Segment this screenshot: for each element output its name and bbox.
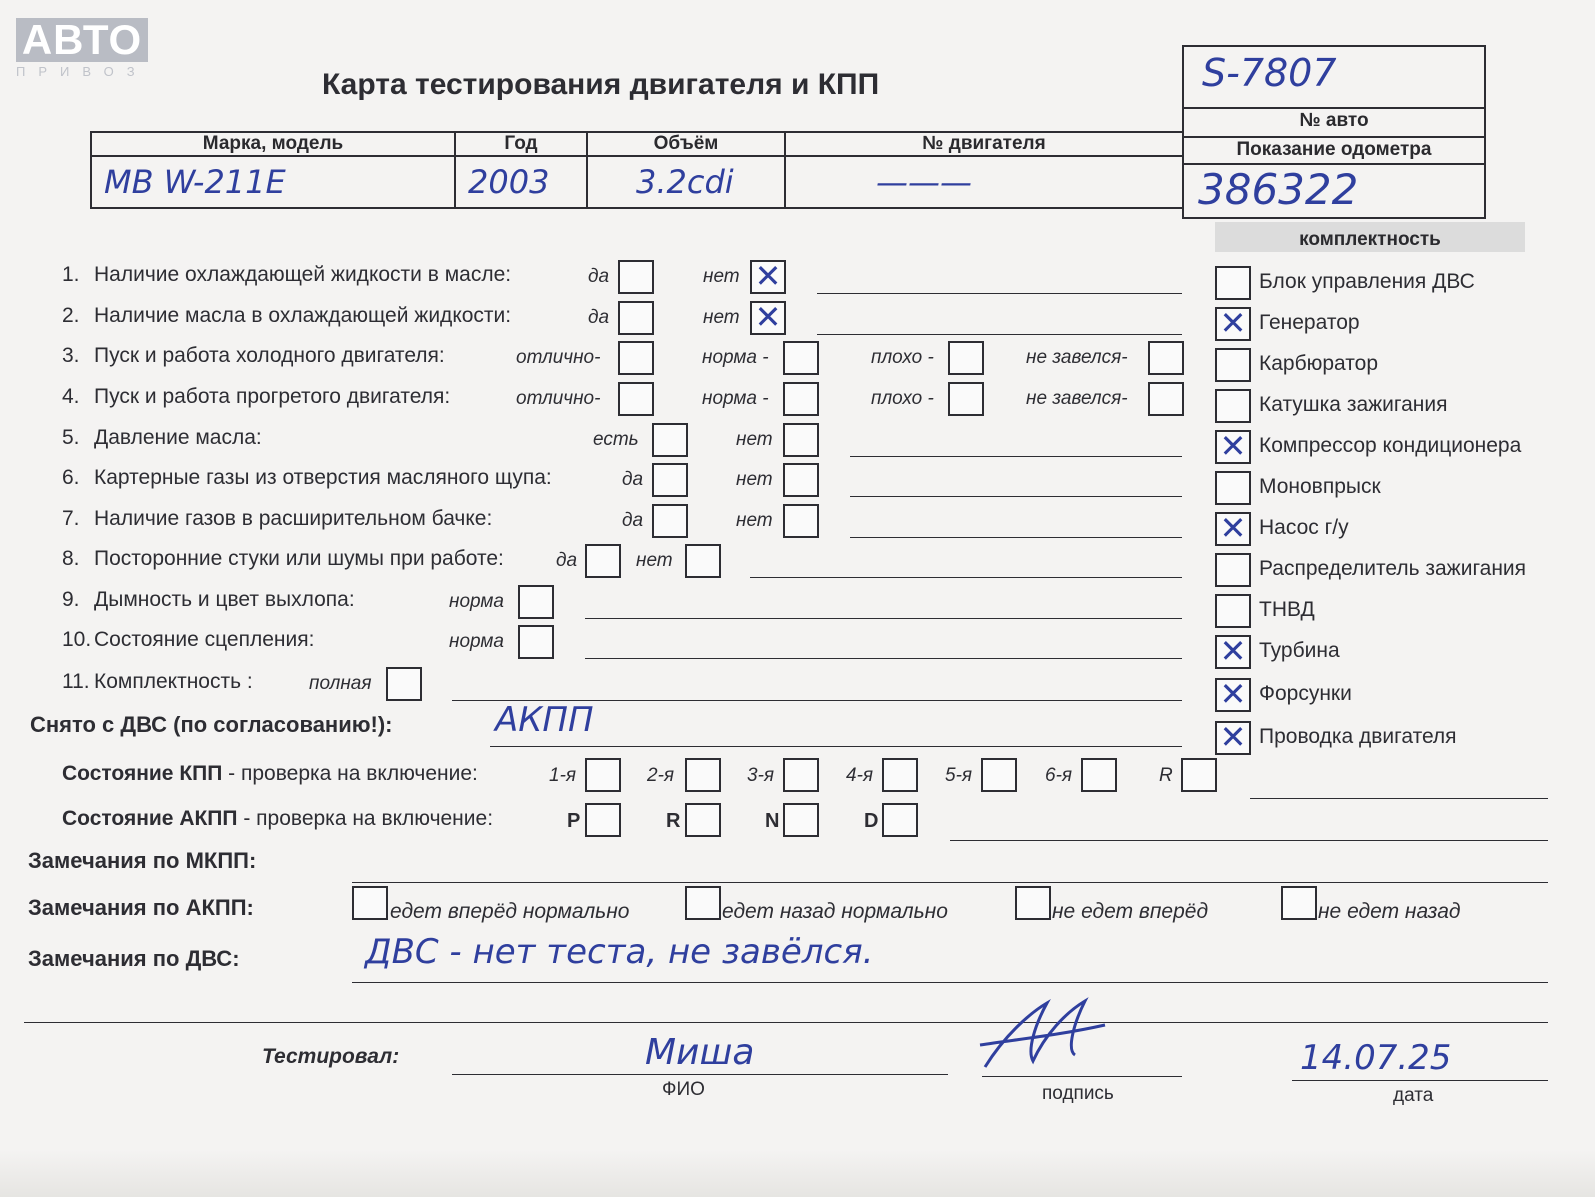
option-checkbox[interactable] <box>1148 382 1184 416</box>
option-checkbox[interactable] <box>750 257 786 295</box>
kpp-label: Состояние КПП - проверка на включение: <box>62 762 478 785</box>
question-text: Наличие масла в охлаждающей жидкости: <box>94 304 512 327</box>
akpp-label: Состояние АКПП - проверка на включение: <box>62 807 494 830</box>
completeness-checkbox[interactable] <box>1215 427 1251 465</box>
option-label: есть <box>593 429 639 450</box>
gear-label: R <box>1159 765 1173 786</box>
checkmark-icon: ✕ <box>1219 675 1247 713</box>
completeness-item-label: Блок управления ДВС <box>1259 270 1475 293</box>
akpp-mode-label: P <box>567 810 581 832</box>
completeness-checkbox[interactable] <box>1215 632 1251 670</box>
option-label: норма - <box>702 388 769 409</box>
question-text: Комплектность : <box>94 670 253 693</box>
gear-checkbox[interactable] <box>1081 758 1117 792</box>
option-label: плохо - <box>871 388 934 409</box>
completeness-item-label: ТНВД <box>1259 598 1315 621</box>
option-label: нет <box>736 469 773 490</box>
option-label: да <box>622 469 644 490</box>
column-header-model: Марка, модель <box>91 132 455 156</box>
page-title: Карта тестирования двигателя и КПП <box>322 68 880 101</box>
option-checkbox[interactable] <box>618 341 654 375</box>
date-value[interactable]: 14.07.25 <box>1300 1038 1452 1078</box>
question-text: Пуск и работа прогретого двигателя: <box>94 385 451 408</box>
question-number: 6. <box>62 466 80 489</box>
akpp-remark-label: не едет вперёд <box>1052 900 1209 923</box>
question-number: 11. <box>62 670 90 693</box>
mkpp-remarks-label: Замечания по МКПП: <box>28 848 257 873</box>
page-bottom-edge <box>0 1150 1595 1197</box>
akpp-remark-label: едет вперёд нормально <box>390 900 630 923</box>
option-label: норма - <box>702 347 769 368</box>
question-number: 7. <box>62 507 80 530</box>
option-checkbox[interactable] <box>652 463 688 497</box>
volume-field[interactable]: 3.2cdi <box>587 156 785 208</box>
akpp-mode-checkbox[interactable] <box>882 803 918 837</box>
completeness-item-label: Турбина <box>1259 639 1340 662</box>
column-header-volume: Объём <box>587 132 785 156</box>
option-label: норма <box>449 631 504 652</box>
question-number: 2. <box>62 304 80 327</box>
question-number: 5. <box>62 426 80 449</box>
completeness-item-label: Распределитель зажигания <box>1259 557 1527 580</box>
question-number: 10. <box>62 628 92 651</box>
completeness-checkbox[interactable] <box>1215 718 1251 756</box>
option-label: плохо - <box>871 347 934 368</box>
option-checkbox[interactable] <box>585 544 621 578</box>
company-logo: АВТО <box>16 18 148 62</box>
completeness-item-label: Проводка двигателя <box>1259 725 1457 748</box>
option-checkbox[interactable] <box>618 301 654 335</box>
option-label: не завелся- <box>1026 347 1128 368</box>
completeness-item-label: Форсунки <box>1259 682 1352 705</box>
gear-label: 4-я <box>846 765 874 786</box>
akpp-mode-label: D <box>864 810 879 832</box>
option-checkbox[interactable] <box>948 382 984 416</box>
completeness-checkbox[interactable] <box>1215 675 1251 713</box>
option-checkbox[interactable] <box>386 667 422 701</box>
akpp-mode-label: N <box>765 810 780 832</box>
signature-image <box>975 995 1115 1080</box>
akpp-mode-checkbox[interactable] <box>783 803 819 837</box>
option-label: да <box>622 510 644 531</box>
option-label: да <box>556 550 578 571</box>
question-number: 4. <box>62 385 80 408</box>
option-label: нет <box>703 266 740 287</box>
checkmark-icon: ✕ <box>1219 509 1247 547</box>
checkmark-icon: ✕ <box>1219 632 1247 670</box>
question-text: Наличие газов в расширительном бачке: <box>94 507 493 530</box>
question-number: 8. <box>62 547 80 570</box>
option-checkbox[interactable] <box>618 260 654 294</box>
option-checkbox[interactable] <box>518 585 554 619</box>
akpp-remark-checkbox[interactable] <box>352 886 388 920</box>
question-number: 1. <box>62 263 80 286</box>
completeness-title: комплектность <box>1215 222 1525 252</box>
odometer-value[interactable]: 386322 <box>1198 165 1359 214</box>
checkmark-icon: ✕ <box>754 257 782 295</box>
gear-label: 6-я <box>1045 765 1073 786</box>
auto-number-value[interactable]: S-7807 <box>1202 51 1337 95</box>
dvs-remarks-label: Замечания по ДВС: <box>28 946 240 971</box>
odometer-label: Показание одометра <box>1236 139 1432 160</box>
completeness-item-label: Насос г/у <box>1259 516 1349 539</box>
question-text: Картерные газы из отверстия масляного щупа: <box>94 466 552 489</box>
option-checkbox[interactable] <box>652 504 688 538</box>
akpp-remark-checkbox[interactable] <box>1281 886 1317 920</box>
auto-number-label: № авто <box>1299 110 1369 131</box>
gear-checkbox[interactable] <box>585 758 621 792</box>
gear-checkbox[interactable] <box>783 758 819 792</box>
gear-label: 3-я <box>747 765 775 786</box>
akpp-mode-label: R <box>666 810 681 832</box>
akpp-mode-checkbox[interactable] <box>685 803 721 837</box>
dvs-remarks-value[interactable]: ДВС - нет теста, не завёлся. <box>365 932 874 972</box>
option-label: нет <box>736 429 773 450</box>
option-label: отлично- <box>516 388 601 409</box>
date-caption: дата <box>1393 1085 1434 1106</box>
completeness-item-label: Генератор <box>1259 311 1360 334</box>
question-text: Посторонние стуки или шумы при работе: <box>94 547 504 570</box>
option-label: нет <box>703 307 740 328</box>
tester-name-value[interactable]: Миша <box>645 1032 755 1073</box>
option-label: да <box>588 266 610 287</box>
akpp-remark-label: едет назад нормально <box>722 900 948 923</box>
option-label: нет <box>736 510 773 531</box>
signature-caption: подпись <box>1042 1083 1114 1104</box>
question-number: 9. <box>62 588 80 611</box>
completeness-checkbox[interactable] <box>1215 389 1251 423</box>
column-header-year: Год <box>455 132 587 156</box>
question-text: Дымность и цвет выхлопа: <box>94 588 355 611</box>
option-label: полная <box>309 673 372 694</box>
option-checkbox[interactable] <box>1148 341 1184 375</box>
completeness-checkbox[interactable] <box>1215 266 1251 300</box>
question-text: Давление масла: <box>94 426 262 449</box>
auto-odometer-box <box>1182 45 1486 219</box>
checkmark-icon: ✕ <box>1219 718 1247 756</box>
option-checkbox[interactable] <box>750 298 786 336</box>
column-header-engine-number: № двигателя <box>785 132 1183 156</box>
completeness-item-label: Компрессор кондиционера <box>1259 434 1522 457</box>
akpp-mode-checkbox[interactable] <box>585 803 621 837</box>
company-logo-subtitle: ПРИВОЗ <box>16 64 148 79</box>
akpp-remark-label: не едет назад <box>1318 900 1461 923</box>
completeness-checkbox[interactable] <box>1215 304 1251 342</box>
option-checkbox[interactable] <box>783 463 819 497</box>
year-field[interactable]: 2003 <box>455 156 587 208</box>
completeness-checkbox[interactable] <box>1215 553 1251 587</box>
gear-checkbox[interactable] <box>882 758 918 792</box>
option-checkbox[interactable] <box>948 341 984 375</box>
question-text: Пуск и работа холодного двигателя: <box>94 344 445 367</box>
gear-checkbox[interactable] <box>1181 758 1217 792</box>
completeness-item-label: Катушка зажигания <box>1259 393 1448 416</box>
completeness-checkbox[interactable] <box>1215 471 1251 505</box>
tested-by-label: Тестировал: <box>262 1045 400 1068</box>
vehicle-info-table <box>90 131 1184 209</box>
option-checkbox[interactable] <box>685 544 721 578</box>
option-checkbox[interactable] <box>618 382 654 416</box>
gear-checkbox[interactable] <box>685 758 721 792</box>
question-number: 3. <box>62 344 80 367</box>
model-field[interactable]: МВ W-211Е <box>91 156 455 208</box>
option-label: да <box>588 307 610 328</box>
completeness-checkbox[interactable] <box>1215 594 1251 628</box>
option-checkbox[interactable] <box>652 423 688 457</box>
option-checkbox[interactable] <box>783 504 819 538</box>
option-label: отлично- <box>516 347 601 368</box>
option-checkbox[interactable] <box>518 625 554 659</box>
question-text: Наличие охлаждающей жидкости в масле: <box>94 263 512 286</box>
option-label: нет <box>636 550 673 571</box>
completeness-item-label: Моновпрыск <box>1259 475 1381 498</box>
gear-label: 5-я <box>945 765 973 786</box>
removed-label: Снято с ДВС (по согласованию!): <box>30 712 393 737</box>
checkmark-icon: ✕ <box>1219 427 1247 465</box>
option-label: норма <box>449 591 504 612</box>
option-checkbox[interactable] <box>783 341 819 375</box>
completeness-checkbox[interactable] <box>1215 509 1251 547</box>
gear-label: 1-я <box>549 765 577 786</box>
question-text: Состояние сцепления: <box>94 628 315 651</box>
akpp-remark-checkbox[interactable] <box>1015 886 1051 920</box>
engine-number-field[interactable]: ——— <box>785 156 1183 208</box>
akpp-remarks-label: Замечания по АКПП: <box>28 895 254 920</box>
akpp-remark-checkbox[interactable] <box>685 886 721 920</box>
gear-label: 2-я <box>647 765 675 786</box>
name-caption: ФИО <box>662 1079 705 1100</box>
removed-value[interactable]: АКПП <box>495 700 594 740</box>
checkmark-icon: ✕ <box>1219 304 1247 342</box>
option-checkbox[interactable] <box>783 423 819 457</box>
gear-checkbox[interactable] <box>981 758 1017 792</box>
option-label: не завелся- <box>1026 388 1128 409</box>
checkmark-icon: ✕ <box>754 298 782 336</box>
option-checkbox[interactable] <box>783 382 819 416</box>
completeness-checkbox[interactable] <box>1215 348 1251 382</box>
completeness-item-label: Карбюратор <box>1259 352 1379 375</box>
